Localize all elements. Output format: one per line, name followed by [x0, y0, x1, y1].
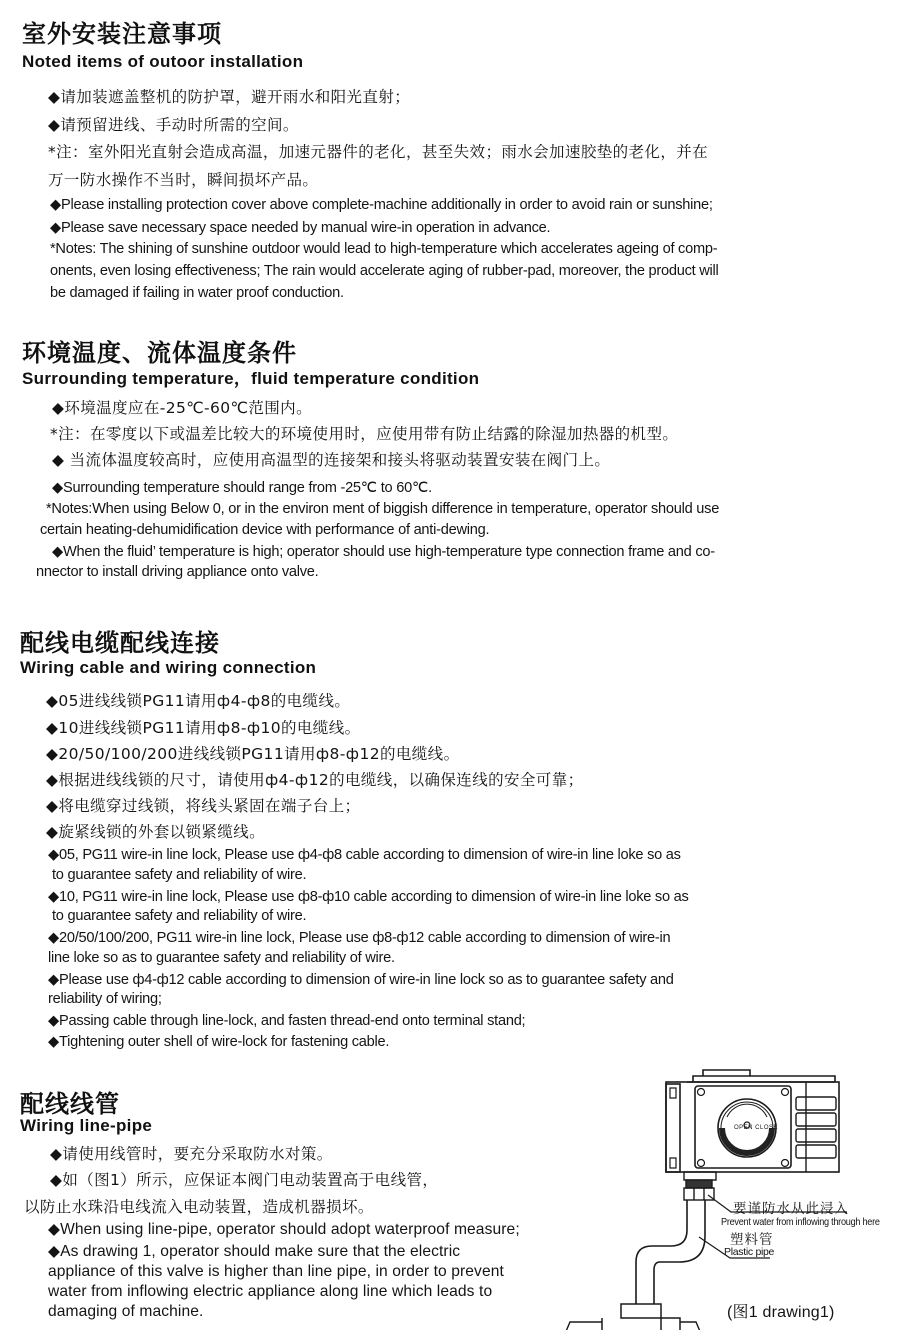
section-3-line: ◆Passing cable through line-lock, and fasten thread-end onto terminal stand;: [48, 1013, 526, 1029]
section-3-line: reliability of wiring;: [48, 991, 162, 1007]
section-3-line: ◆Please use ф4-ф12 cable according to dimension of wire-in line lock so as to guarantee safety and: [48, 972, 674, 988]
section-2-line: *Notes:When using Below 0, or in the environ ment of biggish difference in temperature, operator should use: [46, 501, 720, 517]
section-4-title-cn: 配线线管: [20, 1090, 120, 1118]
section-1-line: 万一防水操作不当时，瞬间损坏产品。: [48, 171, 319, 189]
section-2-line: ◆When the fluid’ temperature is high; operator should use high-temperature type connection frame and co-: [52, 544, 715, 560]
section-1-title-cn: 室外安装注意事项: [22, 20, 222, 48]
plastic-pipe: [636, 1200, 705, 1304]
section-3-line: ◆10进线线锁PG11请用ф8-ф10的电缆线。: [46, 719, 361, 737]
section-2-title-en: Surrounding temperature，fluid temperature condition: [22, 369, 480, 388]
section-4-line: damaging of machine.: [48, 1303, 204, 1320]
section-1-title-en: Noted items of outoor installation: [22, 52, 304, 71]
section-4-line: ◆如（图1）所示，应保证本阀门电动装置高于电线管，: [50, 1171, 439, 1189]
section-2-title-cn: 环境温度、流体温度条件: [22, 339, 297, 367]
section-2-line: certain heating-dehumidification device with performance of anti-dewing.: [40, 522, 490, 538]
section-4-title-en: Wiring line-pipe: [20, 1116, 153, 1135]
figure-caption: (图1 drawing1): [727, 1304, 835, 1321]
section-3-line: line loke so as to guarantee safety and reliability of wire.: [48, 950, 395, 966]
section-3-line: to guarantee safety and reliability of wire.: [52, 908, 307, 924]
actuator-side-ribs: [796, 1082, 836, 1172]
section-3-line: ◆05进线线锁PG11请用ф4-ф8的电缆线。: [46, 692, 351, 710]
actuator-drawing: [560, 1060, 900, 1330]
section-4-line: ◆As drawing 1, operator should make sure that the electric: [48, 1243, 461, 1260]
section-3-line: ◆旋紧线锁的外套以锁紧缆线。: [46, 823, 266, 841]
section-3-line: ◆10, PG11 wire-in line lock, Please use ф8-ф10 cable according to dimension of wire-in line loke so as: [48, 889, 689, 905]
figure-label-pipe-en: Plastic pipe: [724, 1246, 775, 1258]
section-1-line: *Notes: The shining of sunshine outdoor would lead to high-temperature which accelerates ageing of comp-: [50, 241, 718, 257]
section-3-line: ◆Tightening outer shell of wire-lock for fastening cable.: [48, 1034, 390, 1050]
cable-gland-icon: [684, 1172, 716, 1200]
section-1-line: *注：室外阳光直射会造成高温，加速元器件的老化，甚至失效；雨水会加速胶垫的老化，并在: [48, 143, 709, 161]
section-1-line: ◆Please save necessary space needed by manual wire-in operation in advance.: [50, 220, 551, 236]
section-3-line: ◆20/50/100/200进线线锁PG11请用ф8-ф12的电缆线。: [46, 745, 460, 763]
section-4-line: ◆请使用线管时，要充分采取防水对策。: [50, 1145, 333, 1163]
pipe-tee-fitting: [602, 1304, 680, 1330]
section-1-line: ◆请预留进线、手动时所需的空间。: [48, 116, 299, 134]
actuator-left-flange: [666, 1084, 680, 1172]
section-3-title-en: Wiring cable and wiring connection: [20, 658, 317, 677]
section-3-line: ◆将电缆穿过线锁，将线头紧固在端子台上；: [46, 797, 361, 815]
section-4-line: appliance of this valve is higher than line pipe, in order to prevent: [48, 1263, 504, 1280]
figure-label-water-cn: 要谨防水从此浸入: [733, 1201, 849, 1217]
section-2-line: ◆ 当流体温度较高时，应使用高温型的连接架和接头将驱动装置安装在阀门上。: [52, 451, 611, 469]
section-1-line: ◆请加装遮盖整机的防护罩，避开雨水和阳光直射；: [48, 88, 411, 106]
section-3-line: to guarantee safety and reliability of wire.: [52, 867, 307, 883]
section-3-line: ◆05, PG11 wire-in line lock, Please use ф4-ф8 cable according to dimension of wire-in line loke so as: [48, 847, 681, 863]
section-2-line: *注：在零度以下或温差比较大的环境使用时，应使用带有防止结露的除湿加热器的机型。: [50, 425, 679, 443]
dial-text: OPEN CLOSE: [734, 1125, 779, 1131]
section-1-line: ◆Please installing protection cover above complete-machine additionally in order to avoid rain or sunshine;: [50, 197, 713, 213]
section-2-line: nnector to install driving appliance onto valve.: [36, 564, 319, 580]
figure-label-water-en: Prevent water from inflowing through here: [721, 1216, 880, 1228]
section-2-line: ◆环境温度应在-25℃-60℃范围内。: [52, 399, 312, 417]
actuator-top-cover: [693, 1070, 835, 1082]
section-2-line: ◆Surrounding temperature should range from -25℃ to 60℃.: [52, 480, 432, 496]
section-3-line: ◆根据进线线锁的尺寸，请使用ф4-ф12的电缆线，以确保连线的安全可靠；: [46, 771, 584, 789]
section-3-line: ◆20/50/100/200, PG11 wire-in line lock, Please use ф8-ф12 cable according to dimension of wire-in: [48, 930, 671, 946]
section-1-line: be damaged if failing in water proof conduction.: [50, 285, 344, 301]
section-1-line: onents, even losing effectiveness; The rain would accelerate aging of rubber-pad, moreover, the product will: [50, 263, 719, 279]
section-4-line: water from inflowing electric appliance along line which leads to: [48, 1283, 493, 1300]
section-4-line: 以防止水珠沿电线流入电动装置，造成机器损坏。: [24, 1198, 374, 1216]
section-4-line: ◆When using line-pipe, operator should adopt waterproof measure;: [48, 1221, 520, 1238]
section-3-title-cn: 配线电缆配线连接: [20, 629, 220, 657]
figure-label-pipe-cn: 塑料管: [730, 1232, 774, 1248]
